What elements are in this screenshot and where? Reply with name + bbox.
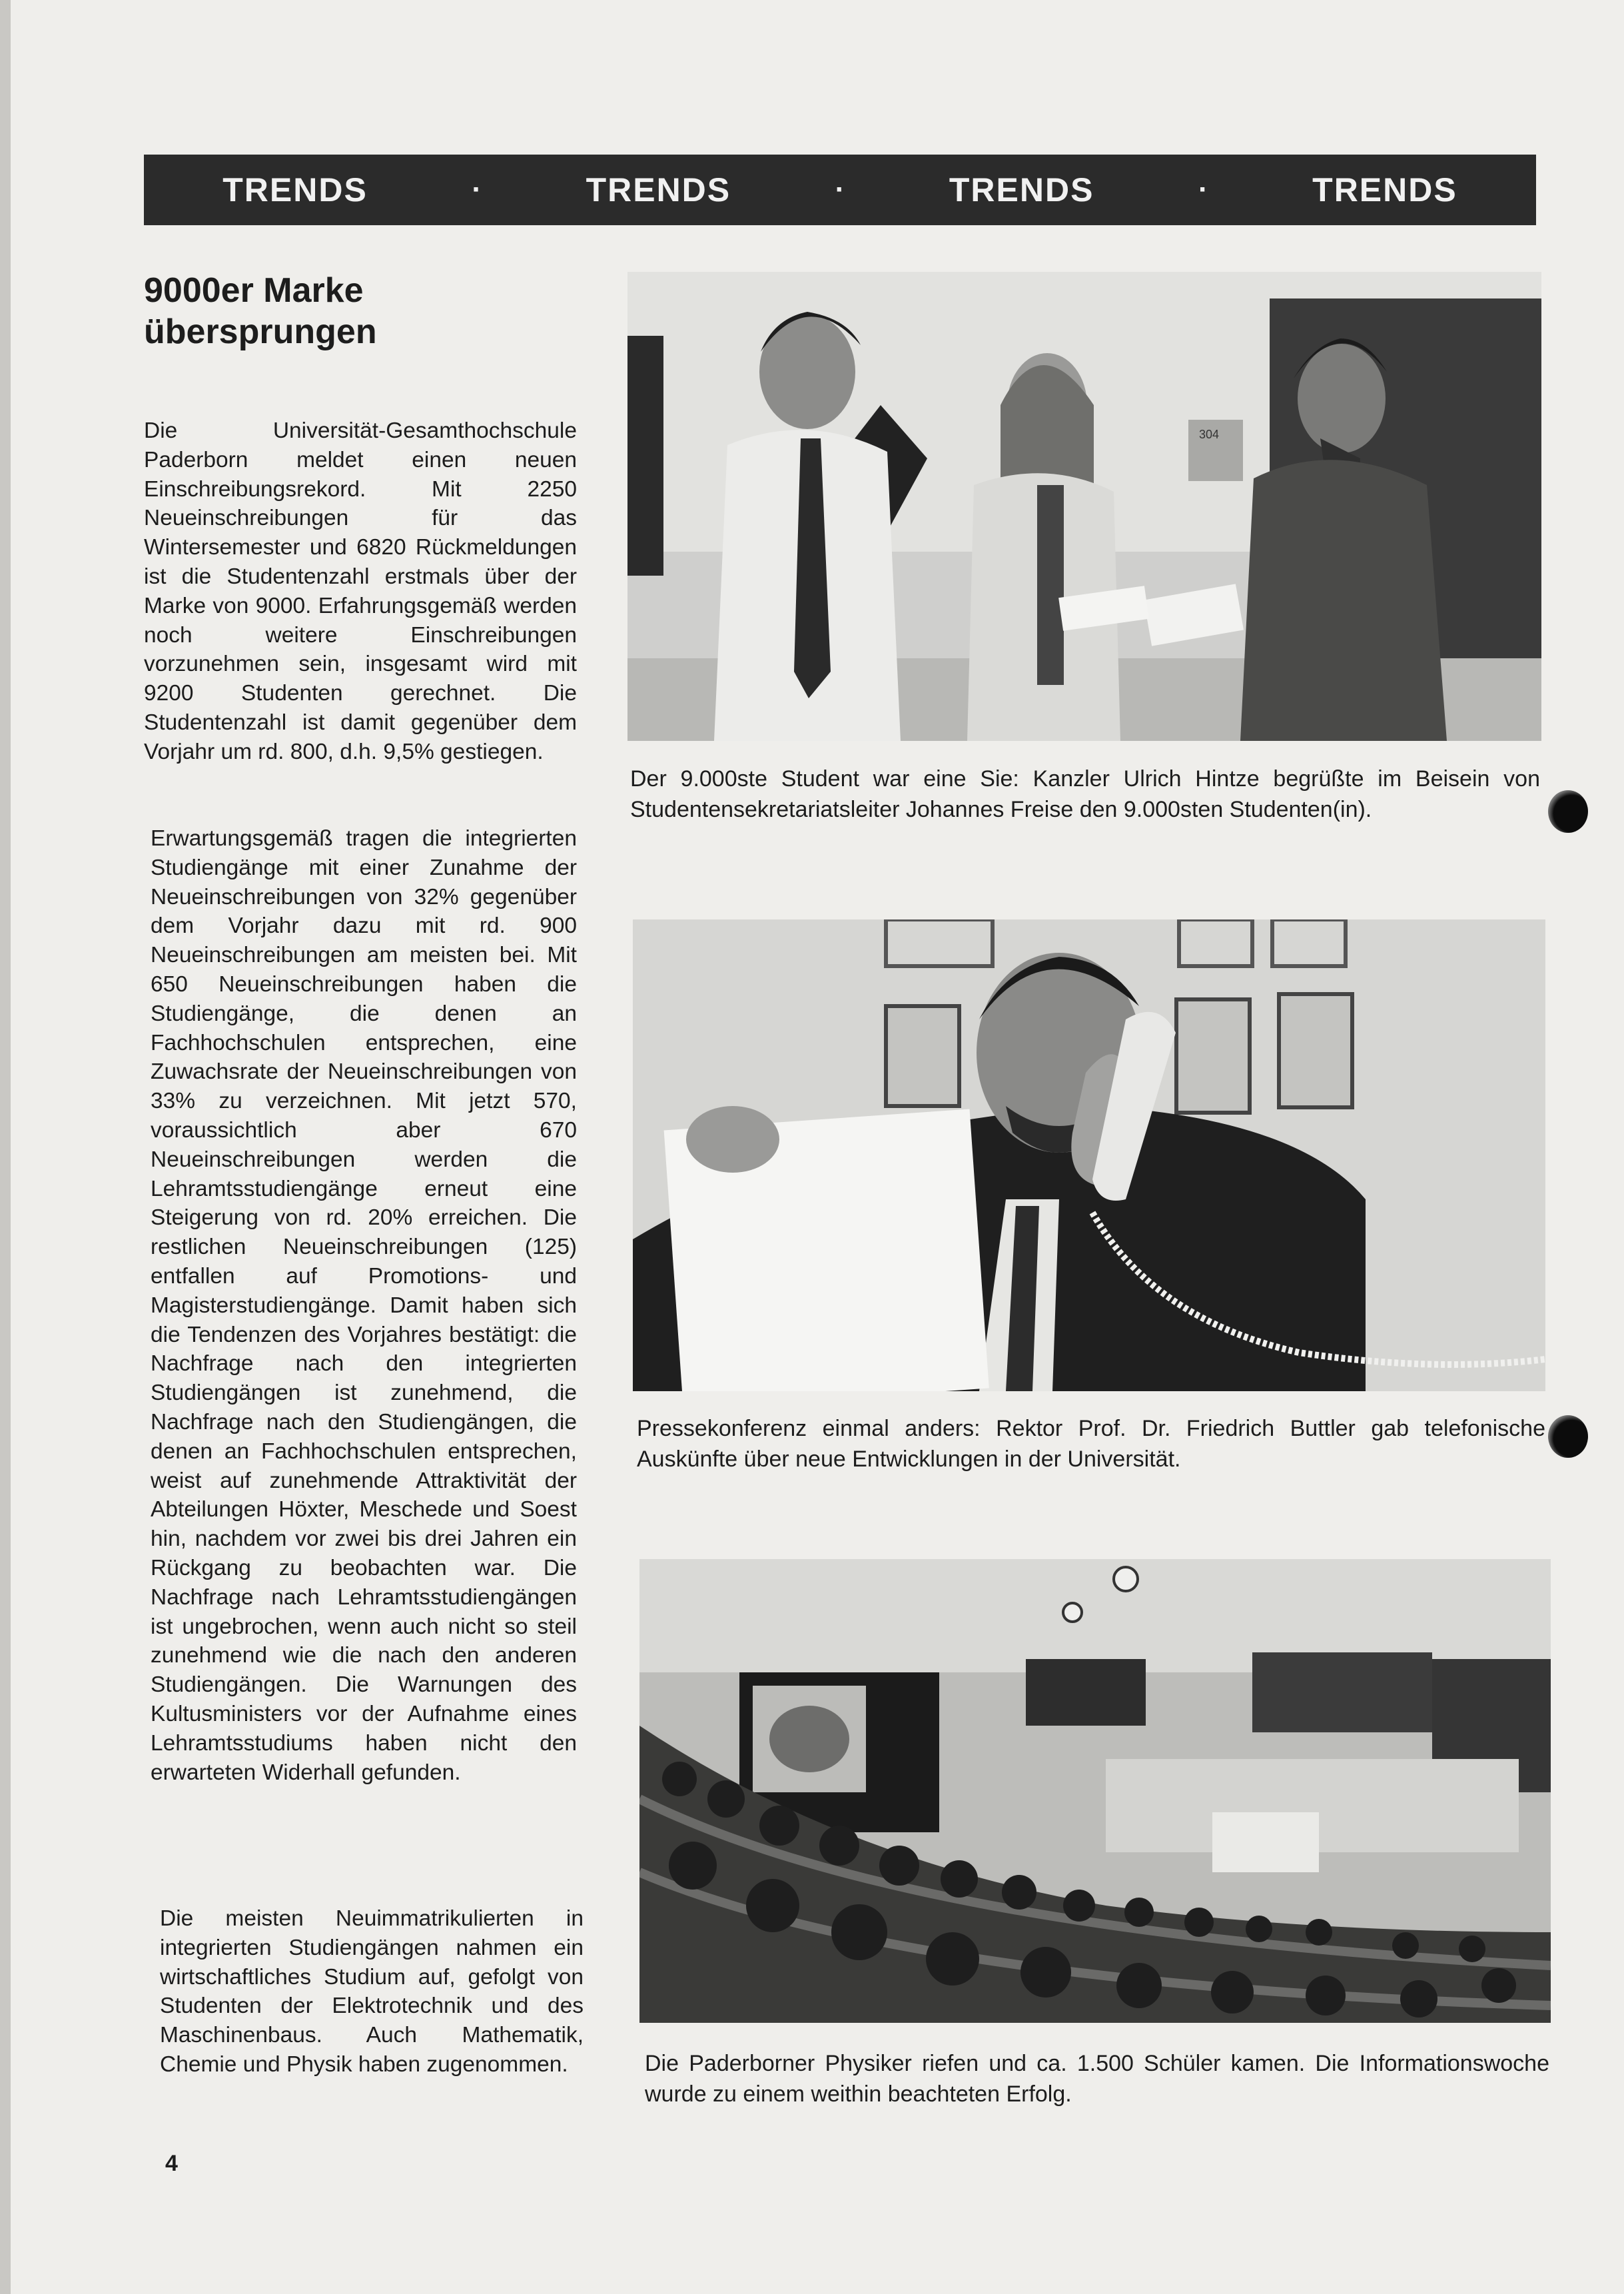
magazine-page [11, 0, 1624, 2294]
paragraph-text: Die meisten Neuimmatrikulierten in integrierten Studiengängen nahmen ein wirtschaftliches Studium auf, gefolgt von Studenten der Elektrotechnik und des Maschinenbaus. Auch Mathematik, Chemie und Physik haben zugenommen. [160, 1906, 584, 2077]
article-paragraph-2 [151, 824, 577, 1787]
photo-student-welcome [627, 272, 1541, 741]
paragraph-text: Erwartungsgemäß tragen die integrierten Studiengänge mit einer Zunahme der Neueinschreibungen von 32% gegenüber dem Vorjahr dazu mit rd. 900 Neueinschreibungen am meisten bei. Mit 650 Neueinschreibungen haben die Studiengänge, die denen an Fachhochschulen entsprechen, eine Zuwachsrate der Neueinschreibungen von 33% zu verzeichnen. Mit jetzt 570, voraussichtlich aber 670 Neueinschreibungen werden die Lehramtsstudiengänge erneut eine Steigerung von rd. 20% erreichen. Die restlichen Neueinschreibungen (125) entfallen auf Promotions- und Magisterstudiengänge. Damit haben sich die Tendenzen des Vorjahres bestätigt: die Nachfrage nach den integrierten Studiengängen ist zunehmend, die Nachfrage nach den Studiengängen, die denen an Fachhochschulen entsprechen, weist auf zunehmende Attraktivität der Abteilungen Höxter, Meschede und Soest hin, nachdem vor zwei bis drei Jahren ein Rückgang zu beobachten war. Die Nachfrage nach Lehramtsstudiengängen ist ungebrochen, wenn auch nicht so steil zunehmend wie die nach den anderen Studiengängen. Die Warnungen des Kultusministers vor der Aufnahme eines Lehramtsstudiums haben nicht den erwarteten Widerhall gefunden. [151, 826, 577, 1785]
headline-line-2: übersprungen [144, 312, 377, 351]
banner-word: TRENDS [222, 171, 368, 209]
photo-press-phone [633, 919, 1545, 1391]
photo-student-welcome-image [627, 272, 1541, 741]
banner-separator: · [472, 173, 482, 206]
binder-hole [1548, 1415, 1588, 1458]
paragraph-text: Die Universität-Gesamthochschule Paderborn meldet einen neuen Einschreibungsrekord. Mit 2250 Neueinschreibungen für das Wintersemester und 6820 Rückmeldungen ist die Studentenzahl erstmals über der Marke von 9000. Erfahrungsgemäß werden noch weitere Einschreibungen vorzunehmen sein, insgesamt wird mit 9200 Studenten gerechnet. Die Studentenzahl ist damit gegenüber dem Vorjahr um rd. 800, d.h. 9,5% gestiegen. [144, 418, 577, 764]
photo-lecture-hall-image [639, 1559, 1551, 2023]
photo-lecture-hall [639, 1559, 1551, 2023]
banner-word: TRENDS [1312, 171, 1457, 209]
trends-banner [144, 155, 1536, 225]
photo-press-phone-image [633, 919, 1545, 1391]
banner-word: TRENDS [586, 171, 731, 209]
photo2-caption: Pressekonferenz einmal anders: Rektor Prof. Dr. Friedrich Buttler gab telefonische Auskünfte über neue Entwicklungen in der Universität. [637, 1416, 1545, 1472]
page-number: 4 [165, 2151, 178, 2176]
banner-word: TRENDS [949, 171, 1094, 209]
banner-separator: · [835, 173, 845, 206]
article-paragraph-1 [144, 416, 577, 767]
page-spine [0, 0, 11, 2294]
photo3-caption: Die Paderborner Physiker riefen und ca. 1.500 Schüler kamen. Die Informationswoche wurde zu einem weithin beachteten Erfolg. [645, 2051, 1549, 2107]
article-headline [144, 270, 544, 352]
headline-line-1: 9000er Marke [144, 271, 364, 310]
binder-hole [1548, 790, 1588, 833]
room-number-sign: 304 [1199, 428, 1220, 441]
article-paragraph-3 [160, 1904, 584, 2079]
banner-separator: · [1198, 173, 1208, 206]
photo1-caption: Der 9.000ste Student war eine Sie: Kanzler Ulrich Hintze begrüßte im Beisein von Studentensekretariatsleiter Johannes Freise den 9.000sten Studenten(in). [630, 766, 1540, 822]
